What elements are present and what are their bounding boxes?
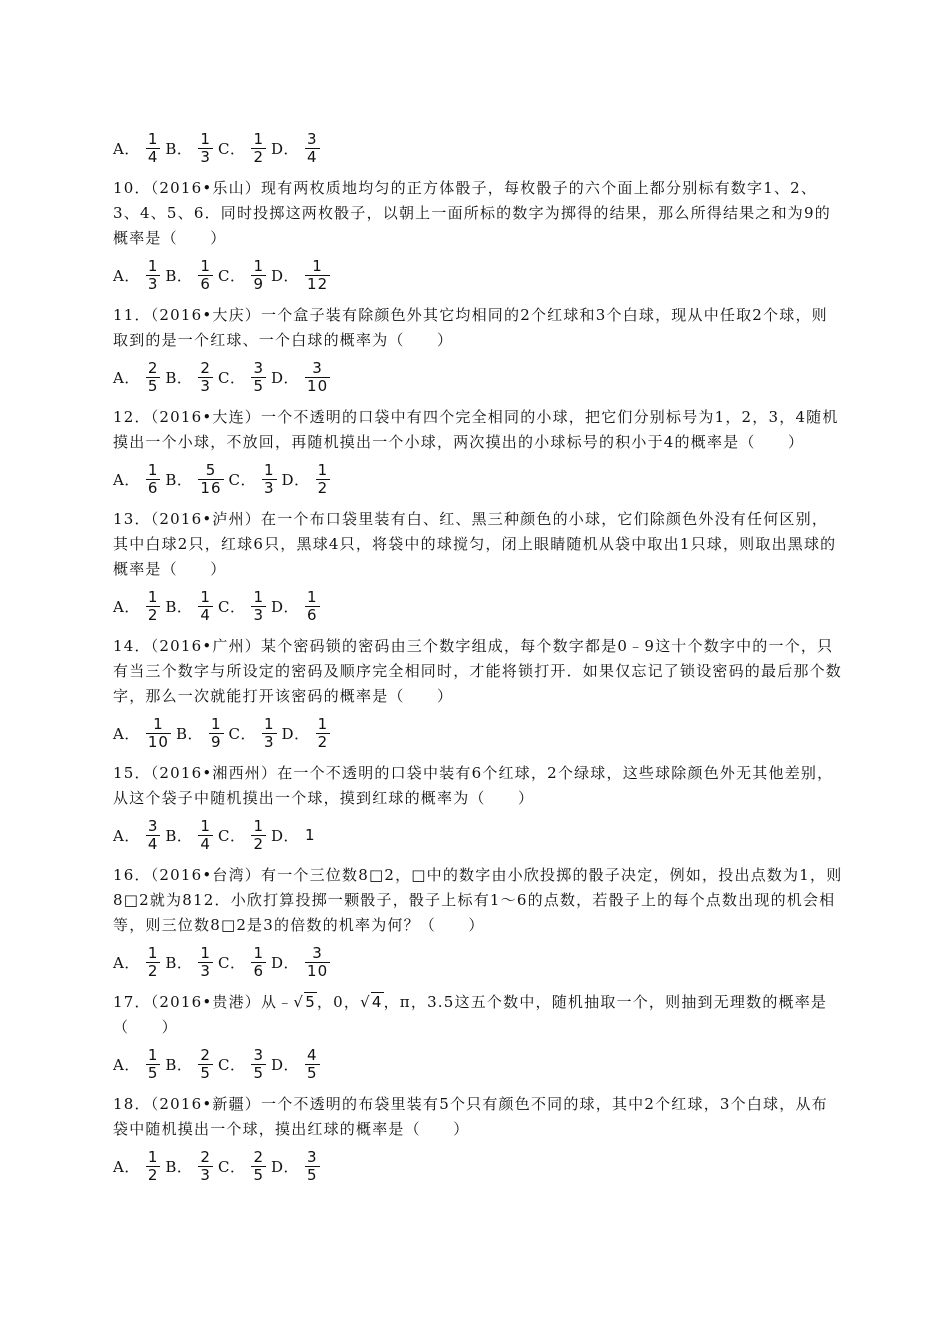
fraction-denominator: 4 [307, 147, 318, 166]
stem-text: ，π，3.5这五个数中，随机抽取一个，则抽到无理数的概率是（ ） [113, 993, 828, 1036]
fraction-numerator: 1 [253, 256, 264, 275]
option-letter: C． [228, 724, 256, 743]
option-letter: D． [271, 826, 300, 845]
fraction [198, 818, 213, 853]
option-letter: A． [113, 139, 140, 158]
fraction-numerator: 1 [200, 816, 211, 835]
stem-text: （2016•贵港）从﹣ [150, 993, 294, 1011]
option-value: 1 [305, 826, 316, 844]
fraction-numerator: 1 [200, 587, 211, 606]
fraction-denominator: 3 [200, 376, 211, 395]
answer-options [113, 711, 843, 755]
fraction-numerator: 1 [264, 460, 275, 479]
option-letter: B． [165, 1157, 193, 1176]
fraction-denominator: 5 [253, 1165, 264, 1184]
fraction [316, 716, 331, 751]
answer-option [113, 1047, 160, 1082]
question-block [113, 405, 843, 501]
fraction-denominator: 10 [147, 732, 169, 751]
option-letter: A． [113, 826, 140, 845]
question-number: 15． [113, 764, 151, 782]
fraction [146, 1047, 161, 1082]
fraction [146, 945, 161, 980]
fraction [316, 462, 331, 497]
answer-option [229, 462, 277, 497]
question-stem [113, 176, 843, 251]
option-letter: A． [113, 470, 140, 489]
answer-option [218, 589, 266, 624]
option-letter: B． [175, 724, 203, 743]
answer-options [113, 1042, 843, 1086]
fraction [305, 589, 320, 624]
fraction [146, 1149, 161, 1184]
radical-sign-icon: √ [293, 993, 305, 1011]
fraction-denominator: 3 [147, 274, 159, 293]
question-block [113, 507, 843, 628]
fraction [305, 945, 330, 980]
answer-option [165, 1149, 213, 1184]
fraction-numerator: 1 [317, 460, 329, 479]
fraction-denominator: 6 [253, 961, 264, 980]
fraction-denominator: 5 [147, 1063, 159, 1082]
fraction-denominator: 6 [147, 478, 159, 497]
stem-text: （2016•台湾）有一个三位数8□2，□中的数字由小欣投掷的骰子决定，例如，投出点数为1，则8□2就为812．小欣打算投掷一颗骰子，骰子上标有1～6的点数，若骰子上的每个点数出现的机会相等，则三位数8□2是3的倍数的机率为何？（ ） [113, 866, 843, 934]
answer-options [113, 355, 843, 399]
fraction [251, 360, 266, 395]
answer-option [165, 258, 213, 293]
fraction [305, 131, 320, 166]
option-letter: D． [271, 139, 300, 158]
option-letter: A． [113, 724, 140, 743]
option-letter: B． [165, 470, 193, 489]
fraction-numerator: 1 [264, 714, 275, 733]
question-block [113, 634, 843, 755]
answer-option [271, 945, 330, 980]
question-block [113, 303, 843, 399]
fraction-denominator: 4 [147, 834, 159, 853]
fraction-denominator: 2 [317, 478, 329, 497]
option-letter: D． [281, 724, 310, 743]
fraction-numerator: 3 [253, 358, 264, 377]
fraction-denominator: 5 [147, 376, 159, 395]
fraction [251, 1047, 266, 1082]
fraction-denominator: 5 [200, 1063, 211, 1082]
fraction-denominator: 3 [264, 732, 275, 751]
fraction-numerator: 3 [253, 1045, 264, 1064]
option-letter: D． [271, 953, 300, 972]
answer-option [165, 589, 213, 624]
fraction [198, 258, 213, 293]
question-number: 13． [113, 510, 151, 528]
question-stem [113, 634, 843, 709]
question-stem [113, 303, 843, 353]
square-root-expression [293, 992, 317, 1011]
option-letter: C． [228, 470, 256, 489]
fraction [262, 462, 277, 497]
answer-option [113, 945, 160, 980]
fraction [198, 589, 213, 624]
question-block [113, 1092, 843, 1188]
option-letter: C． [217, 139, 246, 158]
fraction [251, 258, 266, 293]
fraction-numerator: 3 [307, 1147, 318, 1166]
fraction-denominator: 5 [307, 1165, 318, 1184]
fraction [146, 589, 161, 624]
option-letter: B． [165, 266, 193, 285]
fraction [198, 462, 223, 497]
fraction-denominator: 4 [200, 605, 211, 624]
fraction-numerator: 1 [147, 1045, 159, 1064]
answer-options [113, 1144, 843, 1188]
answer-options [113, 253, 843, 297]
answer-option [271, 131, 320, 166]
fraction [251, 818, 266, 853]
answer-option [282, 716, 331, 751]
option-letter: D． [271, 266, 300, 285]
answer-option [113, 131, 160, 166]
answer-option [218, 258, 266, 293]
fraction-numerator: 2 [200, 358, 211, 377]
fraction-numerator: 1 [147, 256, 159, 275]
answer-options [113, 813, 843, 857]
option-letter: B． [165, 368, 193, 387]
stem-text: （2016•广州）某个密码锁的密码由三个数字组成，每个数字都是0﹣9这十个数字中的一个，只有当三个数字与所设定的密码及顺序完全相同时，才能将锁打开．如果仅忘记了锁设密码的最后那个数字，那么一次就能打开该密码的概率是（ ） [113, 637, 843, 705]
option-letter: C． [217, 826, 246, 845]
answer-option [271, 825, 315, 846]
answer-option [218, 1149, 266, 1184]
answer-option [113, 589, 160, 624]
fraction-numerator: 3 [312, 358, 323, 377]
fraction [146, 716, 171, 751]
stem-text: （2016•湘西州）在一个不透明的口袋中装有6个红球，2个绿球，这些球除颜色外无其他差别，从这个袋子中随机摸出一个球，摸到红球的概率为（ ） [113, 764, 834, 807]
question-block [113, 761, 843, 857]
fraction [305, 1047, 320, 1082]
fraction-denominator: 2 [317, 732, 329, 751]
answer-option [271, 1047, 320, 1082]
fraction-numerator: 3 [307, 129, 318, 148]
stem-text: ，0， [316, 993, 361, 1011]
question-number: 14． [113, 637, 151, 655]
fraction-denominator: 5 [307, 1063, 318, 1082]
fraction-numerator: 5 [205, 460, 217, 479]
answer-option [165, 131, 213, 166]
fraction-denominator: 3 [200, 1165, 211, 1184]
answer-option [165, 1047, 213, 1082]
fraction-numerator: 3 [147, 816, 159, 835]
question-list [113, 126, 843, 1194]
answer-option [165, 945, 213, 980]
option-letter: C． [217, 266, 246, 285]
answer-option [113, 818, 160, 853]
fraction-denominator: 3 [200, 961, 211, 980]
option-letter: B． [165, 953, 193, 972]
fraction-denominator: 3 [200, 147, 211, 166]
answer-option [271, 589, 320, 624]
option-letter: D． [271, 597, 300, 616]
fraction [209, 716, 224, 751]
answer-option [282, 462, 331, 497]
fraction-numerator: 1 [210, 714, 222, 733]
fraction [146, 462, 161, 497]
question-stem [113, 863, 843, 938]
fraction-numerator: 2 [200, 1045, 211, 1064]
fraction [305, 1149, 320, 1184]
option-letter: C． [217, 1055, 246, 1074]
fraction [146, 258, 161, 293]
option-letter: C． [217, 1157, 246, 1176]
answer-option [165, 462, 223, 497]
fraction-numerator: 1 [307, 587, 318, 606]
question-block [113, 176, 843, 297]
fraction-numerator: 1 [200, 129, 211, 148]
answer-option [218, 360, 266, 395]
fraction-denominator: 3 [253, 605, 264, 624]
square-root-expression [360, 992, 384, 1011]
fraction-numerator: 4 [307, 1045, 318, 1064]
fraction-denominator: 10 [307, 961, 329, 980]
stem-text: （2016•新疆）一个不透明的布袋里装有5个只有颜色不同的球，其中2个红球，3个白球，从布袋中随机摸出一个球，摸出红球的概率是（ ） [113, 1095, 828, 1138]
fraction-numerator: 1 [312, 256, 323, 275]
question-stem [113, 507, 843, 582]
fraction [305, 360, 330, 395]
answer-option [165, 360, 213, 395]
answer-option [113, 360, 160, 395]
fraction-denominator: 9 [210, 732, 222, 751]
option-letter: A． [113, 266, 140, 285]
answer-options [113, 126, 843, 170]
radical-sign-icon: √ [360, 993, 371, 1011]
option-letter: C． [217, 597, 246, 616]
fraction [251, 589, 266, 624]
option-letter: B． [165, 826, 193, 845]
answer-option [218, 131, 266, 166]
answer-option [271, 1149, 320, 1184]
answer-option [218, 818, 266, 853]
fraction-numerator: 3 [312, 943, 323, 962]
answer-option [229, 716, 277, 751]
option-letter: C． [217, 368, 246, 387]
question-number: 11． [113, 306, 151, 324]
question-block [113, 863, 843, 984]
fraction-denominator: 12 [307, 274, 329, 293]
fraction-numerator: 1 [147, 943, 159, 962]
fraction-denominator: 6 [200, 274, 211, 293]
option-letter: B． [165, 597, 193, 616]
stem-text: （2016•大庆）一个盒子装有除颜色外其它均相同的2个红球和3个白球，现从中任取2个球，则取到的是一个红球、一个白球的概率为（ ） [113, 306, 828, 349]
fraction-numerator: 1 [147, 1147, 159, 1166]
answer-option [218, 1047, 266, 1082]
answer-options [113, 457, 843, 501]
fraction-denominator: 9 [253, 274, 264, 293]
option-letter: D． [271, 368, 300, 387]
answer-option [271, 258, 330, 293]
answer-option [113, 716, 171, 751]
stem-text: （2016•泸州）在一个布口袋里装有白、红、黑三种颜色的小球，它们除颜色外没有任何区别，其中白球2只，红球6只，黑球4只，将袋中的球搅匀，闭上眼睛随机从袋中取出1只球，则取出黑球的概率是（ ） [113, 510, 837, 578]
question-block [113, 126, 843, 170]
stem-text: （2016•乐山）现有两枚质地均匀的正方体骰子，每枚骰子的六个面上都分别标有数字1、2、3、4、5、6．同时投掷这两枚骰子，以朝上一面所标的数字为掷得的结果，那么所得结果之和为9的概率是（ ） [113, 179, 831, 247]
answer-options [113, 940, 843, 984]
fraction [146, 131, 161, 166]
fraction [198, 1149, 213, 1184]
fraction [262, 716, 277, 751]
fraction-numerator: 1 [147, 460, 159, 479]
fraction-denominator: 10 [307, 376, 329, 395]
fraction [251, 1149, 266, 1184]
fraction-denominator: 16 [200, 478, 222, 497]
option-letter: D． [281, 470, 310, 489]
question-stem [113, 405, 843, 455]
fraction-numerator: 1 [253, 129, 264, 148]
fraction [198, 1047, 213, 1082]
fraction [146, 360, 161, 395]
question-stem [113, 990, 843, 1040]
question-number: 10． [113, 179, 151, 197]
fraction [305, 258, 330, 293]
fraction-numerator: 1 [147, 587, 159, 606]
option-letter: D． [271, 1055, 300, 1074]
option-letter: A． [113, 1157, 140, 1176]
fraction [198, 360, 213, 395]
option-letter: A． [113, 1055, 140, 1074]
fraction-denominator: 5 [253, 376, 264, 395]
answer-option [165, 818, 213, 853]
question-number: 16． [113, 866, 151, 884]
answer-option [113, 1149, 160, 1184]
option-letter: A． [113, 368, 140, 387]
answer-option [113, 462, 160, 497]
fraction-numerator: 2 [253, 1147, 264, 1166]
option-letter: A． [113, 953, 140, 972]
fraction-numerator: 2 [147, 358, 159, 377]
fraction [251, 945, 266, 980]
question-stem [113, 1092, 843, 1142]
fraction-denominator: 3 [264, 478, 275, 497]
option-letter: A． [113, 597, 140, 616]
fraction-numerator: 1 [200, 943, 211, 962]
question-stem [113, 761, 843, 811]
fraction-numerator: 1 [253, 816, 264, 835]
fraction-denominator: 2 [253, 147, 264, 166]
fraction-denominator: 2 [147, 961, 159, 980]
option-letter: B． [165, 1055, 193, 1074]
question-number: 12． [113, 408, 151, 426]
fraction-numerator: 1 [317, 714, 329, 733]
fraction-denominator: 5 [253, 1063, 264, 1082]
fraction-denominator: 2 [253, 834, 264, 853]
fraction-numerator: 1 [253, 943, 264, 962]
answer-option [218, 945, 266, 980]
fraction-numerator: 2 [200, 1147, 211, 1166]
question-block [113, 990, 843, 1086]
option-letter: D． [271, 1157, 300, 1176]
radicand: 5 [305, 993, 316, 1011]
question-number: 18． [113, 1095, 151, 1113]
option-letter: C． [217, 953, 246, 972]
option-letter: B． [165, 139, 193, 158]
fraction-denominator: 4 [200, 834, 211, 853]
fraction [198, 945, 213, 980]
fraction-numerator: 1 [153, 714, 164, 733]
fraction-denominator: 2 [147, 1165, 159, 1184]
fraction-numerator: 1 [200, 256, 211, 275]
fraction [146, 818, 161, 853]
radicand: 4 [371, 993, 383, 1011]
fraction-numerator: 1 [147, 129, 159, 148]
fraction-denominator: 2 [147, 605, 159, 624]
answer-option [271, 360, 330, 395]
answer-options [113, 584, 843, 628]
fraction-denominator: 6 [307, 605, 318, 624]
fraction [198, 131, 213, 166]
question-number: 17． [113, 993, 151, 1011]
answer-option [113, 258, 160, 293]
answer-option [176, 716, 224, 751]
fraction-denominator: 4 [147, 147, 159, 166]
fraction [251, 131, 266, 166]
stem-text: （2016•大连）一个不透明的口袋中有四个完全相同的小球，把它们分别标号为1，2，3，4随机摸出一个小球，不放回，再随机摸出一个小球，两次摸出的小球标号的积小于4的概率是（ ） [113, 408, 839, 451]
fraction-numerator: 1 [253, 587, 264, 606]
